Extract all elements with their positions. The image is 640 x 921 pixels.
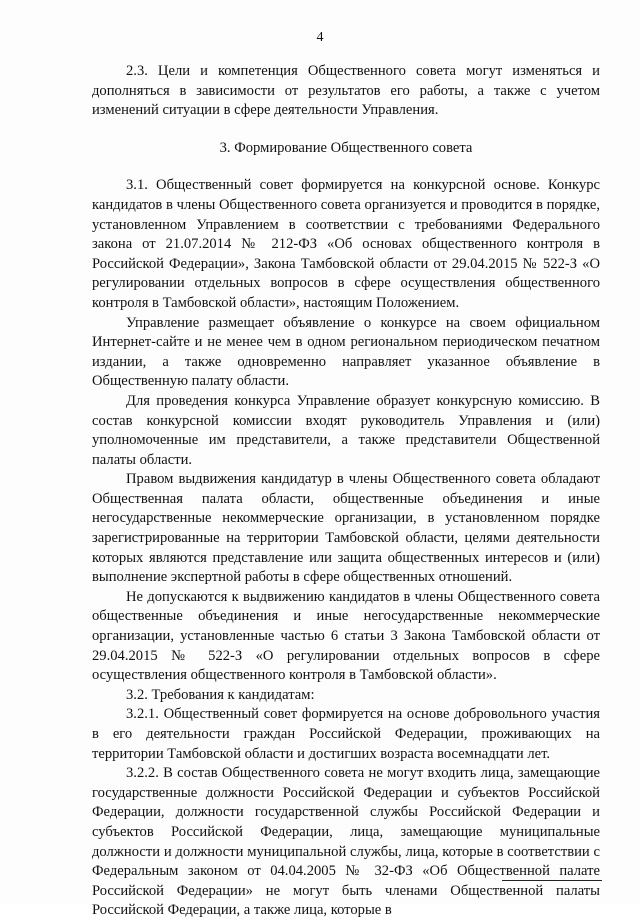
- footer-rule: [502, 880, 602, 881]
- section-heading-3: 3. Формирование Общественного совета: [219, 139, 473, 156]
- paragraph-2-3: 2.3. Цели и компетенция Общественного совета могут изменяться и дополняться в зависимости от результатов его работы, а также с учетом изменений ситуации в сфере деятельности Управления.: [92, 63, 600, 119]
- paragraph-3-1: 3.1. Общественный совет формируется на конкурсной основе. Конкурс кандидатов в члены Общественного совета организуется и проводится в порядке, установленном Управлением в соответствии с требованиями Федерального закона от 21.07.2014 № 212-ФЗ «Об основах общественного контроля в Российской Федерации», Закона Тамбовской области от 29.04.2015 № 522-З «О регулировании отдельных вопросов в сфере осуществления общественного контроля в Тамбовской области», настоящим Положением.: [92, 177, 600, 311]
- paragraph-3-2: 3.2. Требования к кандидатам:: [126, 686, 315, 703]
- paragraph-nomination-right: Правом выдвижения кандидатур в члены Общественного совета обладают Общественная палата области, общественные объединения и иные негосударственные некоммерческие организации, в установленном порядке зарегистрированные на территории Тамбовской области, целями деятельности которых являются представление или защита общественных интересов и (или) выполнение экспертной работы в сфере общественных отношений.: [92, 471, 600, 586]
- paragraph-announcement: Управление размещает объявление о конкурсе на своем официальном Интернет-сайте и не менее чем в одном региональном периодическом печатном издании, а также одновременно направляет указанное объявление в Общественную палату области.: [92, 314, 600, 390]
- paragraph-nomination-exclusion: Не допускаются к выдвижению кандидатов в члены Общественного совета общественные объединения и иные негосударственные некоммерческие организации, установленные частью 6 статьи 3 Закона Тамбовской области от 29.04.2015 № 522-З «О регулировании отдельных вопросов в сфере осуществления общественного контроля в Тамбовской области».: [92, 588, 600, 684]
- paragraph-3-2-1: 3.2.1. Общественный совет формируется на основе добровольного участия в его деятельности граждан Российской Федерации, проживающих на территории Тамбовской области и достигших возраста восемнадцати лет.: [92, 706, 600, 762]
- page-number: 4: [316, 30, 324, 45]
- paragraph-3-2-2: 3.2.2. В состав Общественного совета не могут входить лица, замещающие государственные должности Российской Федерации и субъектов Российской Федерации, должности государственной службы Российской Федерации и субъектов Российской Федерации, лица, замещающие муниципальные должности и должности муниципальной службы, лица, которые в соответствии с Федеральным законом от 04.04.2005 № 32-ФЗ «Об Общественной палате Российской Федерации» не могут быть членами Общественной палаты Российской Федерации, а также лица, которые в: [92, 765, 600, 919]
- document-body: [92, 62, 600, 921]
- paragraph-commission: Для проведения конкурса Управление образует конкурсную комиссию. В состав конкурсной комиссии входят руководитель Управления и (или) уполномоченные им представители, а также представители Общественной палаты области.: [92, 392, 600, 468]
